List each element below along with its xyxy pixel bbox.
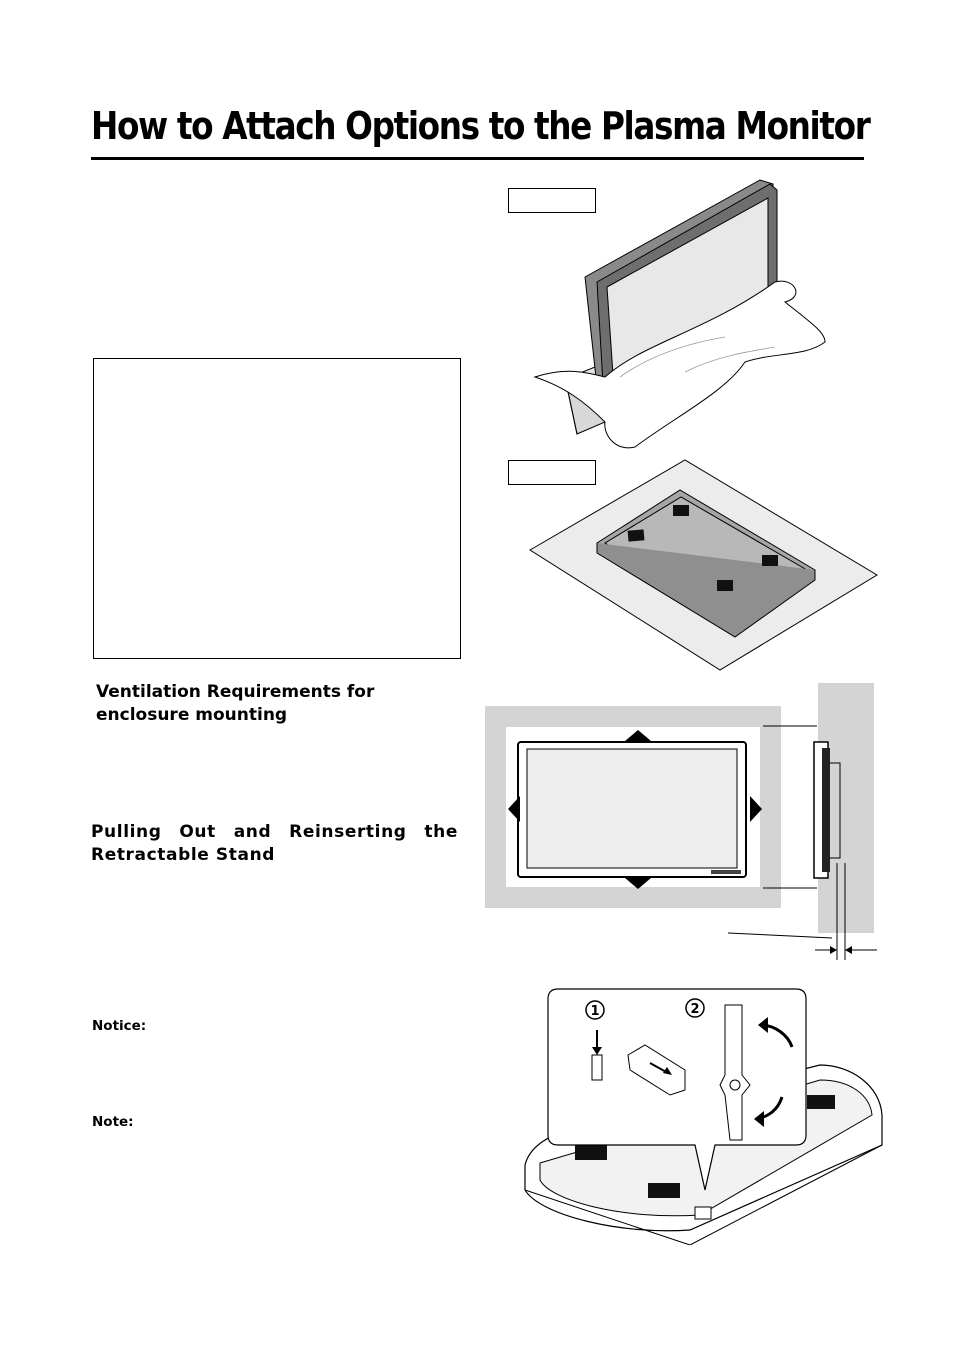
notice-label: Notice: <box>92 1018 147 1034</box>
monitor-unpacking-illustration <box>525 172 835 457</box>
title-underline <box>91 157 864 160</box>
note-label: Note: <box>92 1114 134 1130</box>
warning-box <box>93 358 461 659</box>
step-1-number: 1 <box>590 1004 600 1019</box>
step-2-number: 2 <box>690 1002 700 1017</box>
page-title: How to Attach Options to the Plasma Monitor <box>91 104 870 148</box>
monitor-flat-illustration <box>525 455 880 675</box>
ventilation-clearance-diagram <box>480 678 880 968</box>
retractable-stand-heading: Pulling Out and Reinserting the Retractable Stand <box>91 822 458 865</box>
retractable-stand-illustration <box>520 985 890 1245</box>
ventilation-heading: Ventilation Requirements for enclosure mounting <box>96 682 375 725</box>
